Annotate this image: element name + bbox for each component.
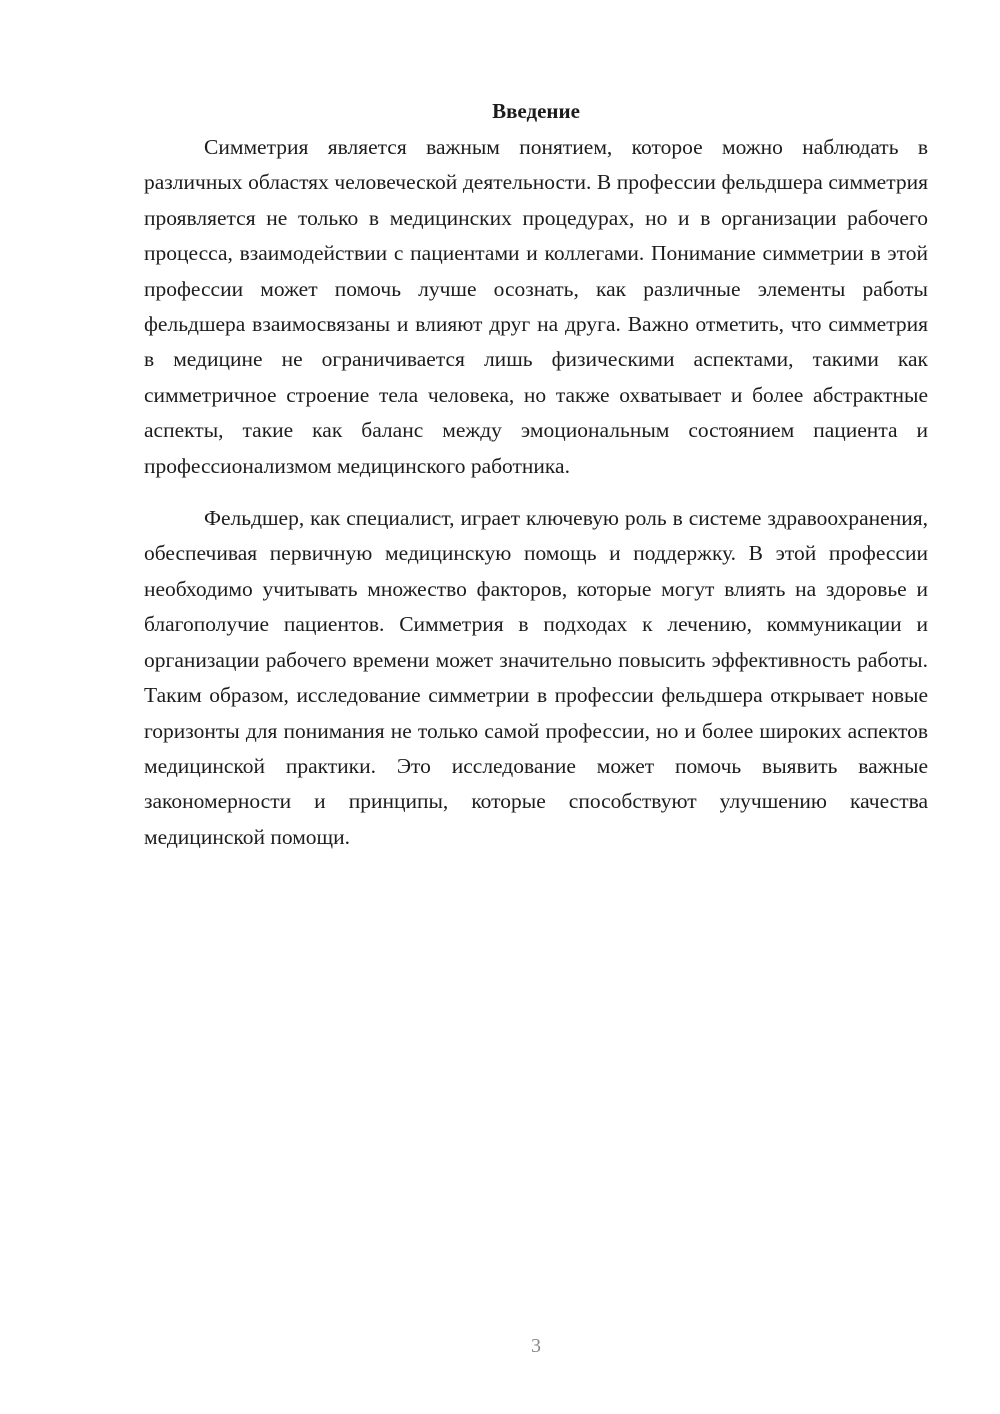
section-title: Введение [492, 99, 580, 123]
paragraph-2: Фельдшер, как специалист, играет ключевую роль в системе здравоохранения, обеспечивая первичную медицинскую помощь и поддержку. В этой профессии необходимо учитывать множество факторов, которые могут влиять на здоровье и благополучие пациентов. Симметрия в подходах к лечению, коммуникации и организации рабочего времени может значительно повысить эффективность работы. Таким образом, исследование симметрии в профессии фельдшера открывает новые горизонты для понимания не только самой профессии, но и более широких аспектов медицинской практики. Это исследование может помочь выявить важные закономерности и принципы, которые способствуют улучшению качества медицинской помощи. [144, 506, 928, 849]
page-content [144, 96, 928, 855]
paragraph-1: Симметрия является важным понятием, которое можно наблюдать в различных областях человеческой деятельности. В профессии фельдшера симметрия проявляется не только в медицинских процедурах, но и в организации рабочего процесса, взаимодействии с пациентами и коллегами. Понимание симметрии в этой профессии может помочь лучше осознать, как различные элементы работы фельдшера взаимосвязаны и влияют друг на друга. Важно отметить, что симметрия в медицине не ограничивается лишь физическими аспектами, такими как симметричное строение тела человека, но также охватывает и более абстрактные аспекты, такие как баланс между эмоциональным состоянием пациента и профессионализмом медицинского работника. [144, 135, 928, 478]
page-number: 3 [531, 1335, 541, 1357]
